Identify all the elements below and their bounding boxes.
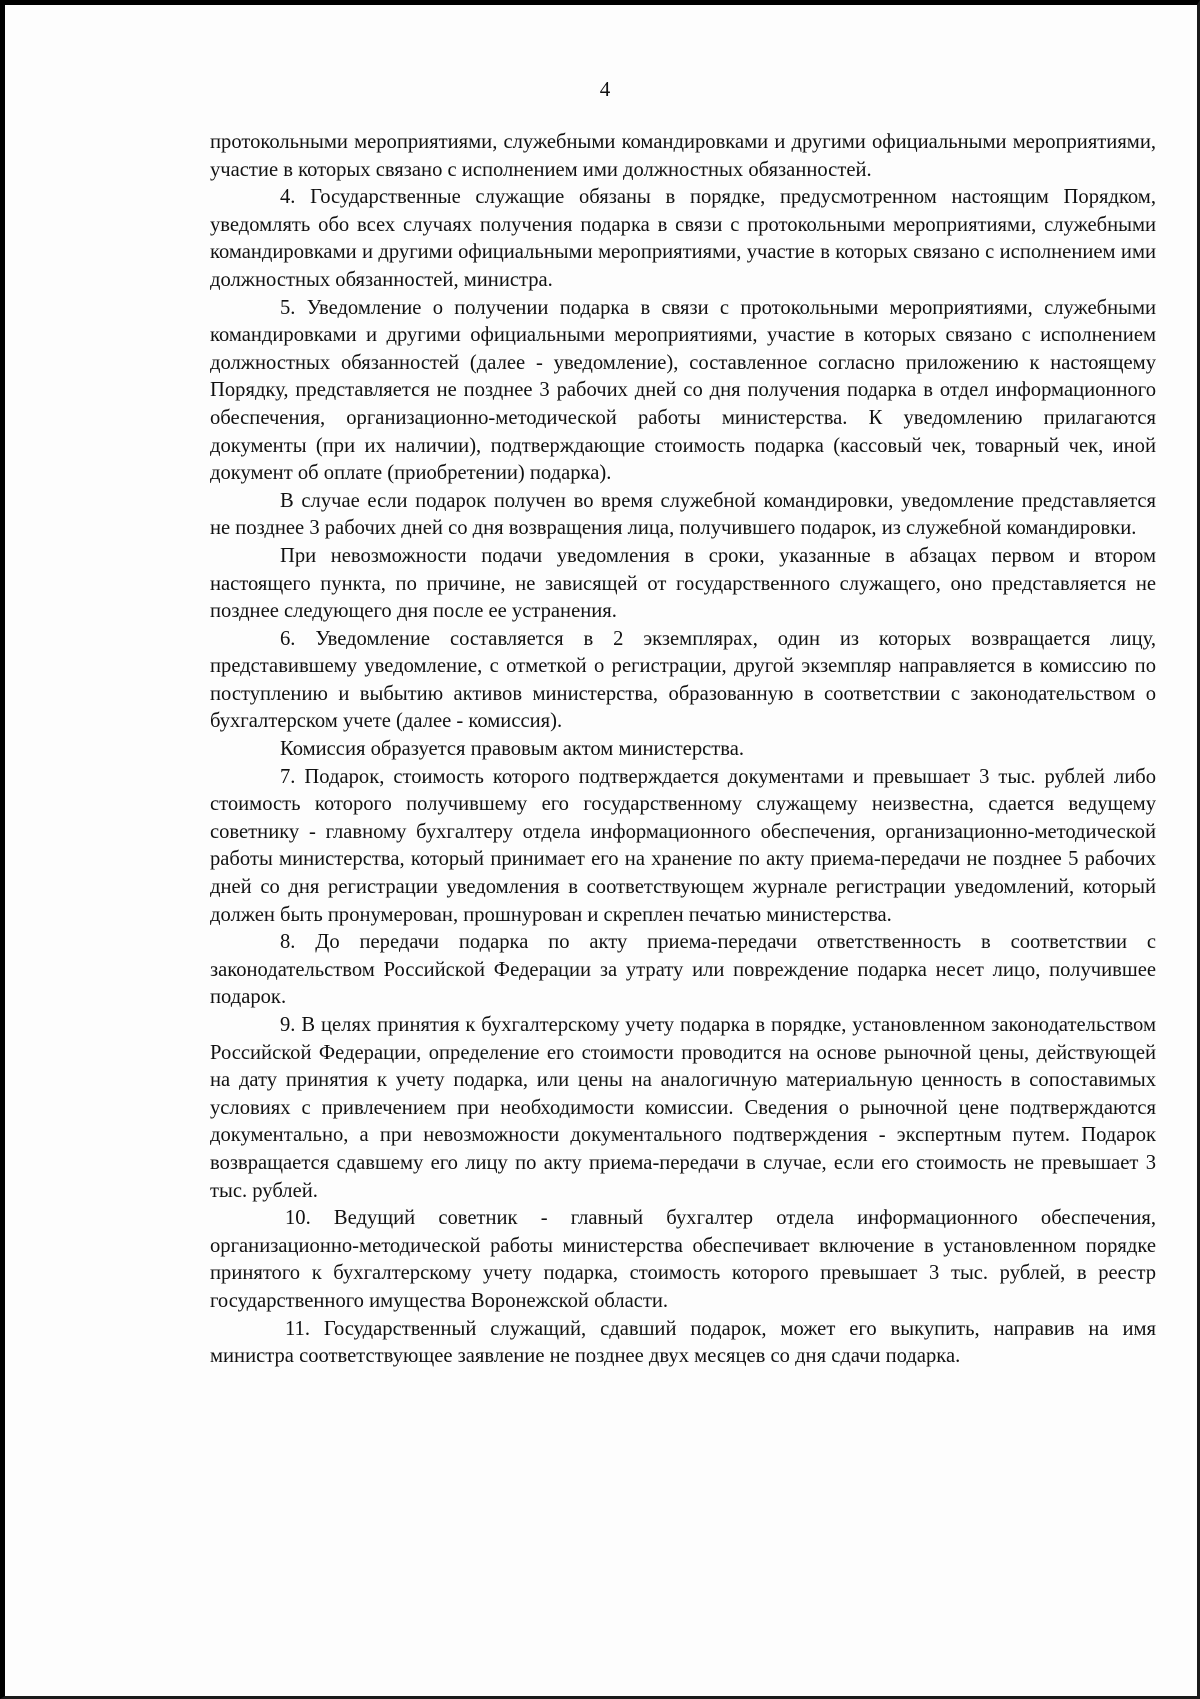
paragraph-item-7: 7. Подарок, стоимость которого подтверждается документами и превышает 3 тыс. рублей либо стоимость которого получившему его государственному служащему неизвестна, сдается ведущему советнику - главному бухгалтеру отдела информационного обеспечения, организационно-методической работы министерства, который принимает его на хранение по акту приема-передачи не позднее 5 рабочих дней со дня регистрации уведомления в соответствующем журнале регистрации уведомлений, который должен быть пронумерован, прошнурован и скреплен печатью министерства. xyxy=(210,765,1156,926)
paragraph-item-6: 6. Уведомление составляется в 2 экземплярах, один из которых возвращается лицу, представившему уведомление, с отметкой о регистрации, другой экземпляр направляется в комиссию по поступлению и выбытию активов министерства, образованную в соответствии с законодательством о бухгалтерском учете (далее - комиссия). xyxy=(210,627,1156,733)
paragraph-item-5: 5. Уведомление о получении подарка в связи с протокольными мероприятиями, служебными командировками и другими официальными мероприятиями, участие в которых связано с исполнением должностных обязанностей (далее - уведомление), составленное согласно приложению к настоящему Порядку, представляется не позднее 3 рабочих дней со дня получения подарка в отдел информационного обеспечения, организационно-методической работы министерства. К уведомлению прилагаются документы (при их наличии), подтверждающие стоимость подарка (кассовый чек, товарный чек, иной документ об оплате (приобретении) подарка). xyxy=(210,296,1156,485)
paragraph-item-6-commission: Комиссия образуется правовым актом министерства. xyxy=(280,738,745,761)
paragraph-item-5-impossibility: При невозможности подачи уведомления в сроки, указанные в абзацах первом и втором настоящего пункта, по причине, не зависящей от государственного служащего, оно представляется не позднее следующего дня после ее устранения. xyxy=(210,544,1156,623)
paragraph-item-4: 4. Государственные служащие обязаны в порядке, предусмотренном настоящим Порядком, уведомлять обо всех случаях получения подарка в связи с протокольными мероприятиями, служебными командировками и другими официальными мероприятиями, участие в которых связано с исполнением ими должностных обязанностей, министра. xyxy=(210,186,1156,291)
paragraph-item-11: 11. Государственный служащий, сдавший подарок, может его выкупить, направив на имя министра соответствующее заявление не позднее двух месяцев со дня сдачи подарка. xyxy=(210,1317,1156,1368)
paragraph-continuation: протокольными мероприятиями, служебными командировками и другими официальными мероприятиями, участие в которых связано с исполнением ими должностных обязанностей. xyxy=(210,131,1156,181)
paragraph-item-9: 9. В целях принятия к бухгалтерскому учету подарка в порядке, установленном законодательством Российской Федерации, определение его стоимости проводится на основе рыночной цены, действующей на дату принятия к учету подарка, или цены на аналогичную материальную ценность в сопоставимых условиях с привлечением при необходимости комиссии. Сведения о рыночной цене подтверждаются документально, а при невозможности документального подтверждения - экспертным путем. Подарок возвращается сдавшему его лицу по акту приема-передачи в случае, если его стоимость не превышает 3 тыс. рублей. xyxy=(210,1014,1156,1202)
page-number: 4 xyxy=(599,77,611,101)
paragraph-item-10: 10. Ведущий советник - главный бухгалтер отдела информационного обеспечения, организационно-методической работы министерства обеспечивает включение в установленном порядке принятого к бухгалтерскому учету подарка, стоимость которого превышает 3 тыс. рублей, в реестр государственного имущества Воронежской области. xyxy=(210,1207,1156,1312)
paragraph-item-8: 8. До передачи подарка по акту приема-передачи ответственность в соответствии с законодательством Российской Федерации за утрату или повреждение подарка несет лицо, получившее подарок. xyxy=(210,931,1156,1009)
paragraph-item-5-business-trip: В случае если подарок получен во время служебной командировки, уведомление представляется не позднее 3 рабочих дней со дня возвращения лица, получившего подарок, из служебной командировки. xyxy=(210,489,1156,540)
document-body xyxy=(210,129,1156,1371)
